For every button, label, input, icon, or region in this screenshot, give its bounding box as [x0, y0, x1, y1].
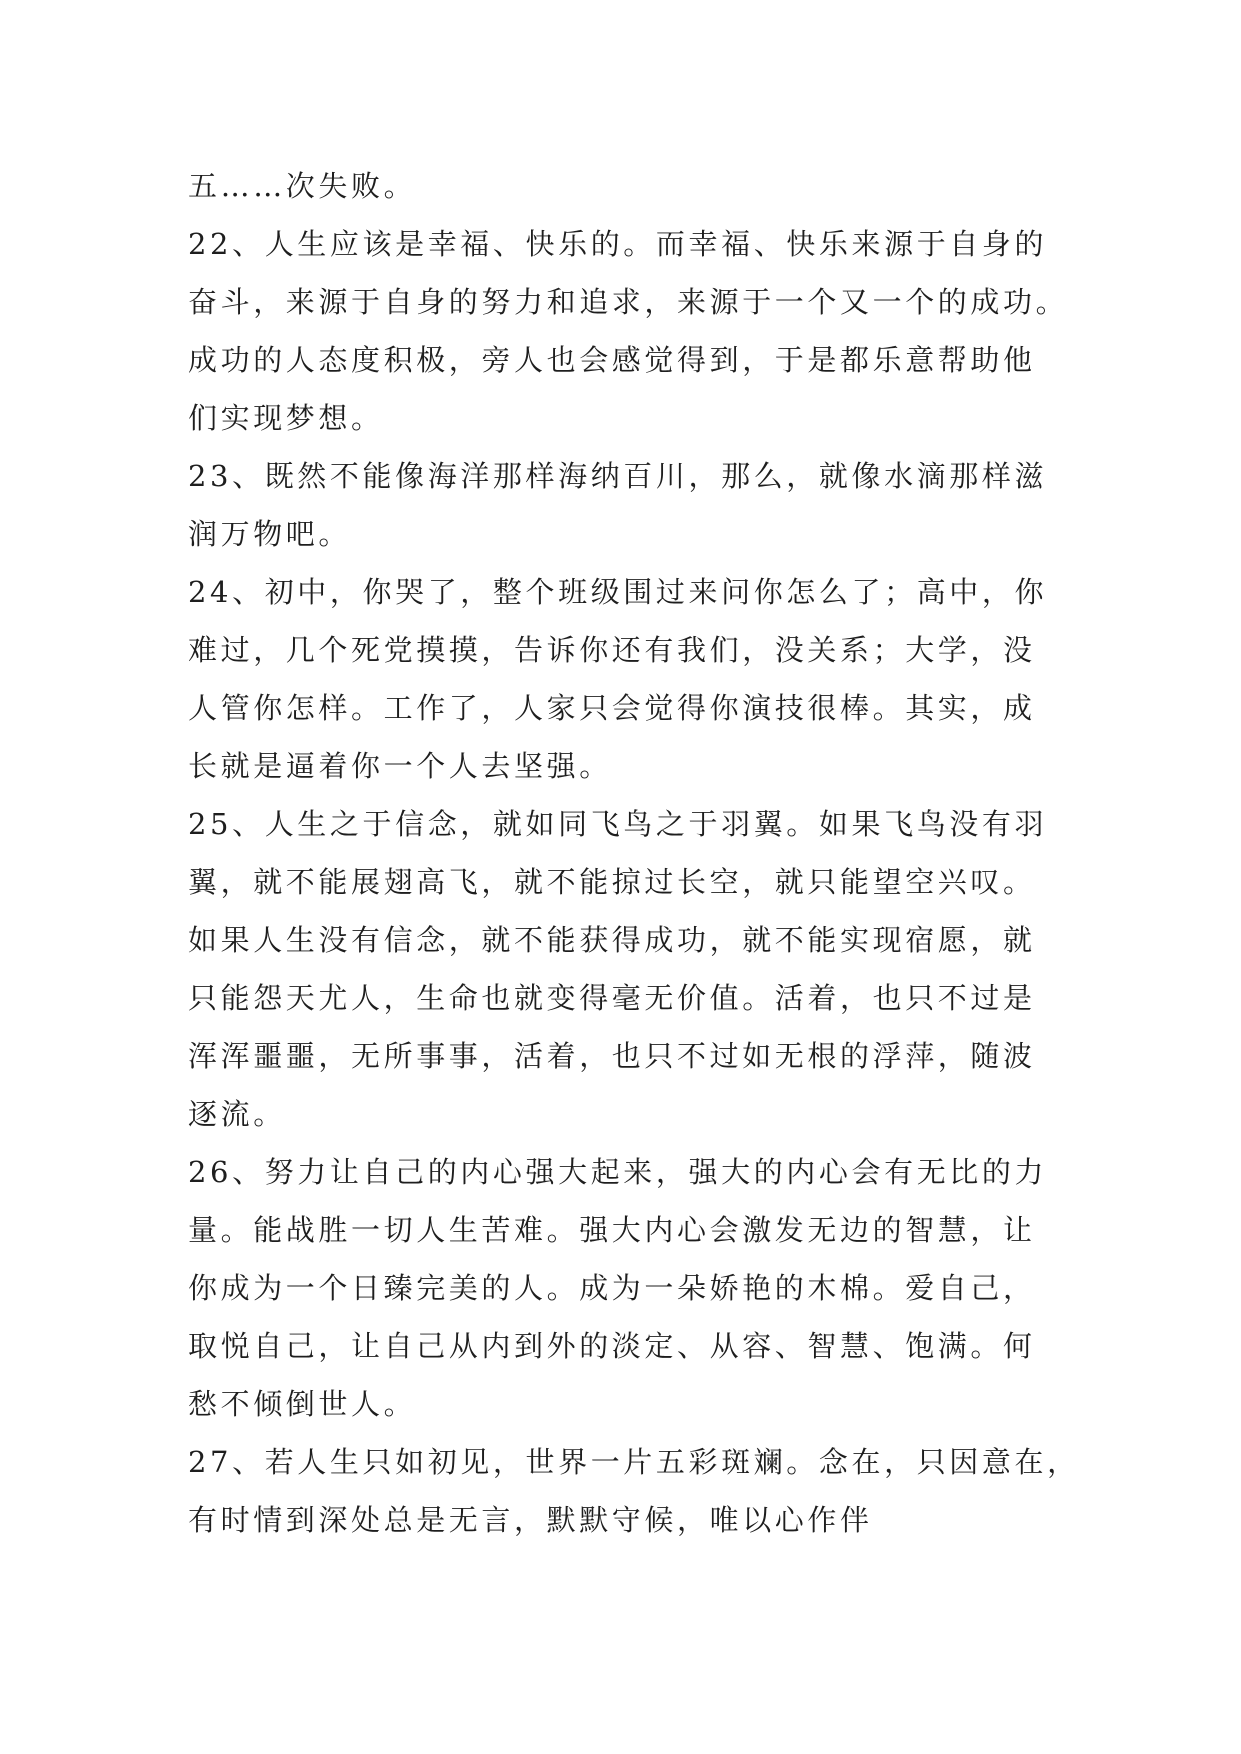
- text-line: 量。能战胜一切人生苦难。强大内心会激发无边的智慧，让: [188, 1213, 1036, 1247]
- text-line: 润万物吧。: [188, 517, 352, 551]
- text-line: 奋斗，来源于自身的努力和追求，来源于一个又一个的成功。: [188, 285, 1069, 319]
- text-line: 浑浑噩噩，无所事事，活着，也只不过如无根的浮萍，随波: [188, 1039, 1036, 1073]
- text-line: 五……次失败。: [188, 169, 417, 203]
- text-line: 如果人生没有信念，就不能获得成功，就不能实现宿愿，就: [188, 923, 1036, 957]
- text-line: 26、努力让自己的内心强大起来，强大的内心会有无比的力: [188, 1155, 1048, 1189]
- text-line: 22、人生应该是幸福、快乐的。而幸福、快乐来源于自身的: [188, 227, 1048, 261]
- text-line: 有时情到深处总是无言，默默守候，唯以心作伴: [188, 1503, 873, 1537]
- text-line: 25、人生之于信念，就如同飞鸟之于羽翼。如果飞鸟没有羽: [188, 807, 1048, 841]
- text-line: 人管你怎样。工作了，人家只会觉得你演技很棒。其实，成: [188, 691, 1036, 725]
- text-line: 27、若人生只如初见，世界一片五彩斑斓。念在，只因意在，: [188, 1445, 1080, 1479]
- text-line: 24、初中，你哭了，整个班级围过来问你怎么了；高中，你: [188, 575, 1048, 609]
- text-line: 愁不倾倒世人。: [188, 1387, 417, 1421]
- text-line: 长就是逼着你一个人去坚强。: [188, 749, 612, 783]
- text-line: 只能怨天尤人，生命也就变得毫无价值。活着，也只不过是: [188, 981, 1036, 1015]
- text-line: 难过，几个死党摸摸，告诉你还有我们，没关系；大学，没: [188, 633, 1036, 667]
- text-line: 你成为一个日臻完美的人。成为一朵娇艳的木棉。爱自己，: [188, 1271, 1036, 1305]
- text-line: 翼，就不能展翅高飞，就不能掠过长空，就只能望空兴叹。: [188, 865, 1036, 899]
- text-line: 逐流。: [188, 1097, 286, 1131]
- text-line: 们实现梦想。: [188, 401, 384, 435]
- body-text: [188, 157, 1080, 1549]
- text-line: 23、既然不能像海洋那样海纳百川，那么，就像水滴那样滋: [188, 459, 1048, 493]
- text-line: 取悦自己，让自己从内到外的淡定、从容、智慧、饱满。何: [188, 1329, 1036, 1363]
- text-line: 成功的人态度积极，旁人也会感觉得到，于是都乐意帮助他: [188, 343, 1036, 377]
